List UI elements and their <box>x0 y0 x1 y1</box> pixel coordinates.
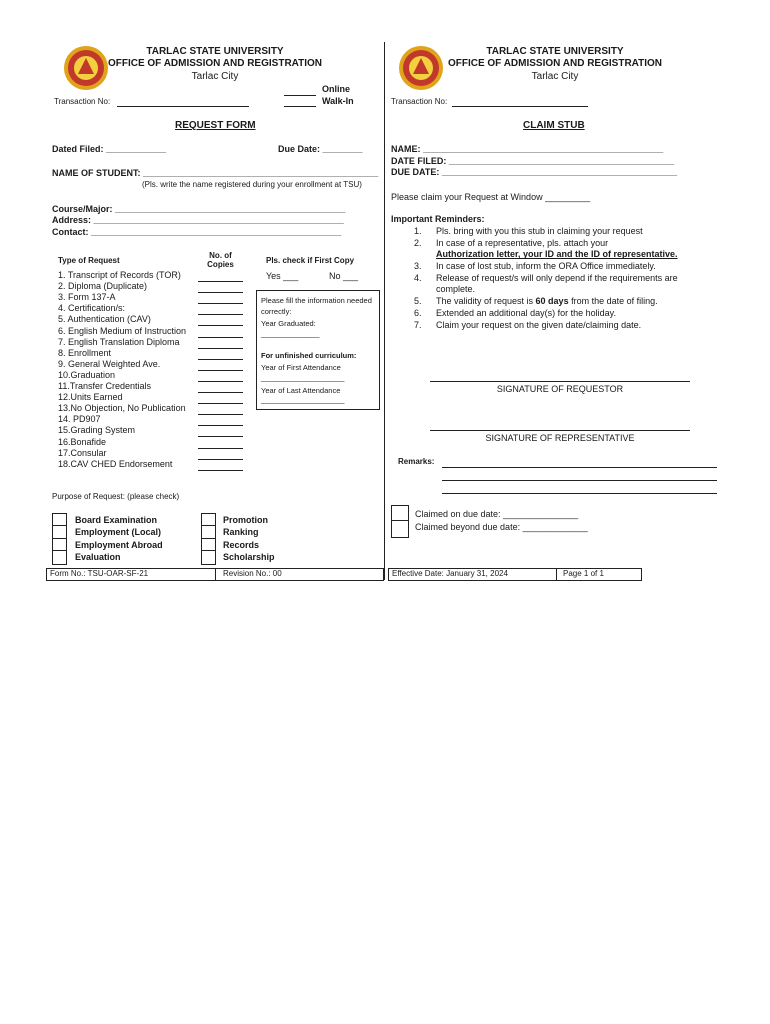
copies-input[interactable] <box>198 392 243 393</box>
walkin-blank[interactable] <box>284 106 316 107</box>
request-type-item: 18.CAV CHED Endorsement <box>58 458 173 469</box>
request-type-item: 14. PD907 <box>58 414 101 425</box>
request-type-item: 17.Consular <box>58 447 107 458</box>
transaction-input-left[interactable] <box>117 106 249 107</box>
remarks-line-3[interactable] <box>442 493 717 494</box>
purpose-label-item: Evaluation <box>75 552 121 563</box>
claim-stub-title: CLAIM STUB <box>523 120 585 131</box>
reminders-title: Important Reminders: <box>391 214 485 224</box>
request-type-item: 8. Enrollment <box>58 347 112 358</box>
reminder-number: 1. <box>414 226 422 236</box>
form-number-cell <box>46 568 217 581</box>
copies-input[interactable] <box>198 470 243 471</box>
info-box-instruction: Please fill the information needed correctly: <box>261 296 372 316</box>
transaction-input-right[interactable] <box>452 106 588 107</box>
request-type-item: 3. Form 137-A <box>58 292 116 303</box>
reminder-number: 4. <box>414 272 422 283</box>
stub-divider <box>384 42 385 580</box>
reminder-text: Authorization letter, your ID and the ID of representative. <box>436 249 678 260</box>
due-date-field[interactable]: Due Date: ________ <box>278 144 363 154</box>
copies-input[interactable] <box>198 414 243 415</box>
revision-number: Revision No.: 00 <box>223 569 282 578</box>
university-name-right: TARLAC STATE UNIVERSITY <box>486 46 624 57</box>
city-left: Tarlac City <box>191 71 239 82</box>
request-type-item: 1. Transcript of Records (TOR) <box>58 270 181 280</box>
reminder-text: The validity of request is 60 days from the date of filing. <box>436 296 658 307</box>
transaction-label-right: Transaction No: <box>391 97 448 106</box>
copies-input[interactable] <box>198 337 243 338</box>
address-field[interactable]: Address: __________________________________________________ <box>52 215 344 225</box>
reminder-text: Pls. bring with you this stub in claiming your request <box>436 226 643 236</box>
purpose-label-item: Employment Abroad <box>75 539 163 550</box>
first-copy-no[interactable]: No ___ <box>329 271 359 281</box>
copies-input[interactable] <box>198 436 243 437</box>
request-type-item: 12.Units Earned <box>58 392 123 403</box>
copies-input[interactable] <box>198 403 243 404</box>
copies-input[interactable] <box>198 281 243 282</box>
reminder-number: 7. <box>414 319 422 330</box>
col-first-copy-header: Pls. check if First Copy <box>266 256 355 265</box>
request-type-item: 15.Grading System <box>58 425 136 436</box>
copies-input[interactable] <box>198 370 243 371</box>
request-type-item: 2. Diploma (Duplicate) <box>58 281 148 292</box>
request-type-item: 4. Certification/s: <box>58 303 126 314</box>
purpose-checkbox[interactable] <box>201 550 216 565</box>
first-attendance-label: Year of First Attendance <box>261 363 341 372</box>
reminder-text: Release of request/s will only depend if the requirements are complete. <box>436 272 678 295</box>
walkin-label: Walk-In <box>322 96 354 106</box>
request-form-title: REQUEST FORM <box>175 120 256 131</box>
copies-input[interactable] <box>198 459 243 460</box>
claimed-due-label: Claimed on due date: _______________ <box>415 509 579 519</box>
reminder-text: Claim your request on the given date/claiming date. <box>436 319 642 330</box>
purpose-label-item: Employment (Local) <box>75 527 162 538</box>
copies-input[interactable] <box>198 348 243 349</box>
effective-date: Effective Date: January 31, 2024 <box>392 569 508 578</box>
reminder-text: Extended an additional day(s) for the holiday. <box>436 308 616 318</box>
purpose-checkbox[interactable] <box>52 550 67 565</box>
request-type-item: 5. Authentication (CAV) <box>58 314 151 325</box>
year-graduated-input[interactable]: ______________ <box>261 329 320 338</box>
first-copy-yes[interactable]: Yes ___ <box>266 271 299 281</box>
purpose-label-item: Scholarship <box>223 552 275 563</box>
request-type-item: 9. General Weighted Ave. <box>58 358 161 369</box>
contact-field[interactable]: Contact: __________________________________________________ <box>52 227 342 237</box>
revision-number-cell <box>215 568 384 581</box>
page-number-cell <box>556 568 642 581</box>
stub-date-filed-field[interactable]: DATE FILED: _____________________________________________ <box>391 156 675 166</box>
remarks-line-2[interactable] <box>442 480 717 481</box>
first-attendance-input[interactable]: ____________________ <box>261 373 345 382</box>
claimed-beyond-checkbox[interactable] <box>391 520 409 538</box>
request-type-item: 13.No Objection, No Publication <box>58 403 186 414</box>
page-number: Page 1 of 1 <box>563 569 604 578</box>
representative-signature-line[interactable] <box>430 430 690 431</box>
last-attendance-input[interactable]: ____________________ <box>261 395 345 404</box>
col-copies-header: No. of Copies <box>207 251 234 269</box>
remarks-label: Remarks: <box>398 457 435 466</box>
copies-input[interactable] <box>198 303 243 304</box>
course-major-field[interactable]: Course/Major: ______________________________________________ <box>52 204 346 214</box>
col-type-header: Type of Request <box>58 256 120 265</box>
reminder-text: In case of lost stub, inform the ORA Office immediately. <box>436 261 656 272</box>
dated-filed-field[interactable]: Dated Filed: ____________ <box>52 144 167 154</box>
purpose-label: Purpose of Request: (please check) <box>52 492 180 501</box>
student-name-field[interactable]: NAME OF STUDENT: _______________________________________________ <box>52 168 379 178</box>
office-name-left: OFFICE OF ADMISSION AND REGISTRATION <box>107 58 323 69</box>
copies-input[interactable] <box>198 425 243 426</box>
online-label: Online <box>322 84 351 94</box>
copies-input[interactable] <box>198 292 243 293</box>
reminder-number: 6. <box>414 308 422 318</box>
stub-due-date-field[interactable]: DUE DATE: _______________________________________________ <box>391 167 678 177</box>
year-graduated-label: Year Graduated: <box>261 319 316 328</box>
request-type-item: 11.Transfer Credentials <box>58 381 152 391</box>
claim-window-field[interactable]: Please claim your Request at Window _________ <box>391 192 591 202</box>
graduation-info-box <box>256 290 380 410</box>
reminder-number: 5. <box>414 296 422 307</box>
student-name-note: (Pls. write the name registered during your enrollment at TSU) <box>142 180 362 189</box>
requestor-signature-line[interactable] <box>430 381 690 382</box>
university-seal-right <box>398 45 444 91</box>
copies-input[interactable] <box>198 448 243 449</box>
unfinished-curriculum-label: For unfinished curriculum: <box>261 351 357 360</box>
transaction-label-left: Transaction No: <box>54 97 111 106</box>
request-type-item: 7. English Translation Diploma <box>58 336 180 347</box>
purpose-label-item: Ranking <box>223 527 259 538</box>
university-name-left: TARLAC STATE UNIVERSITY <box>146 46 284 57</box>
purpose-label-item: Promotion <box>223 515 268 525</box>
request-type-item: 16.Bonafide <box>58 436 107 447</box>
effective-date-cell <box>388 568 558 581</box>
city-right: Tarlac City <box>531 71 579 82</box>
form-number: Form No.: TSU-OAR-SF-21 <box>50 569 149 578</box>
representative-signature-label: SIGNATURE OF REPRESENTATIVE <box>485 433 635 443</box>
reminder-text: In case of a representative, pls. attach your <box>436 237 609 248</box>
copies-input[interactable] <box>198 314 243 315</box>
reminder-number: 3. <box>414 261 422 272</box>
claimed-beyond-label: Claimed beyond due date: _____________ <box>415 522 588 532</box>
request-type-item: 6. English Medium of Instruction <box>58 325 187 336</box>
request-type-item: 10.Graduation <box>58 369 116 380</box>
last-attendance-label: Year of Last Attendance <box>261 386 341 395</box>
requestor-signature-label: SIGNATURE OF REQUESTOR <box>496 384 624 394</box>
online-blank[interactable] <box>284 95 316 96</box>
reminder-number: 2. <box>414 237 422 248</box>
purpose-label-item: Board Examination <box>75 515 158 525</box>
office-name-right: OFFICE OF ADMISSION AND REGISTRATION <box>447 58 663 69</box>
copies-input[interactable] <box>198 325 243 326</box>
stub-name-field[interactable]: NAME: ________________________________________________ <box>391 144 664 154</box>
copies-input[interactable] <box>198 359 243 360</box>
purpose-label-item: Records <box>223 539 260 550</box>
remarks-line-1[interactable] <box>442 467 717 468</box>
copies-input[interactable] <box>198 381 243 382</box>
